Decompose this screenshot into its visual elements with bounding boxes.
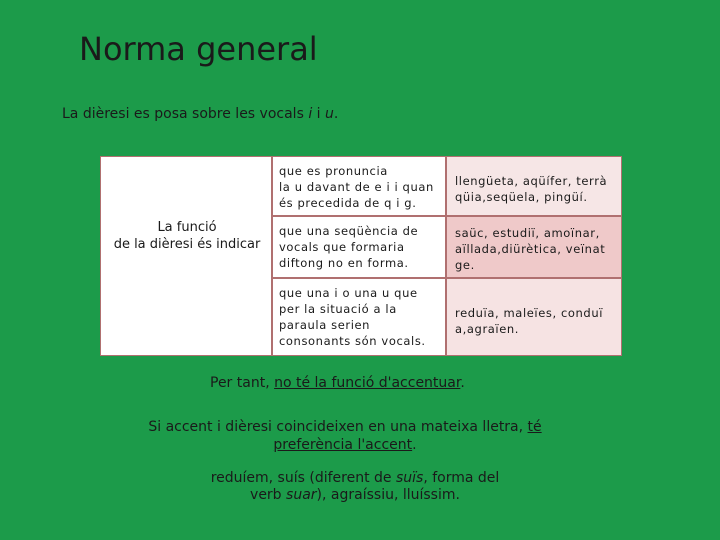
table-example-cell bbox=[446, 278, 622, 356]
example-line: qüia,seqüela, pingüí. bbox=[455, 190, 588, 204]
examples-part: reduíem, suís (diferent de bbox=[210, 470, 396, 486]
left-label-line: de la dièresi és indicar bbox=[113, 237, 261, 252]
slide-title: Norma general bbox=[79, 30, 318, 68]
example-line: saüc, estudiï, amoïnar, bbox=[455, 226, 600, 240]
examples-italic: suar bbox=[286, 487, 317, 503]
conclusion-prefix: Per tant, bbox=[210, 375, 275, 391]
accent-rule-emphasis: té preferència l'accent bbox=[273, 419, 542, 453]
table-condition-cell bbox=[272, 278, 446, 356]
accent-rule-main: Si accent i dièresi coincideixen en una mateixa lletra, bbox=[148, 419, 528, 435]
left-label-line: La funció bbox=[157, 220, 217, 235]
conclusion-emphasis: no té la funció d'accentuar bbox=[274, 375, 461, 391]
table-left-cell bbox=[100, 156, 272, 356]
table-example-cell bbox=[446, 156, 622, 216]
condition-line: diftong no en forma. bbox=[279, 256, 409, 270]
condition-line: vocals que formaria bbox=[279, 240, 405, 254]
function-table bbox=[100, 156, 622, 356]
intro-vowel-i: i bbox=[308, 106, 313, 122]
intro-text bbox=[62, 106, 338, 122]
condition-line: és precedida de q i g. bbox=[279, 196, 417, 210]
condition-line: que una seqüència de bbox=[279, 224, 419, 238]
example-line: a,agraïen. bbox=[455, 322, 520, 336]
examples-italic: suïs bbox=[395, 470, 424, 486]
table-condition-cell bbox=[272, 216, 446, 278]
accent-rule-text bbox=[130, 418, 560, 454]
table-condition-cell bbox=[272, 156, 446, 216]
condition-line: que una i o una u que bbox=[279, 286, 418, 300]
condition-text bbox=[273, 279, 445, 349]
table-example-cell bbox=[446, 216, 622, 278]
examples-part: ), agraíssiu, lluíssim. bbox=[316, 487, 460, 503]
conclusion-suffix: . bbox=[460, 375, 465, 391]
intro-vowel-u: u bbox=[325, 106, 334, 122]
example-line: ge. bbox=[455, 258, 475, 272]
examples-text bbox=[195, 470, 515, 504]
examples-part: , forma del verb bbox=[250, 470, 500, 503]
example-text bbox=[447, 217, 621, 273]
example-line: aïllada,diürètica, veïnat bbox=[455, 242, 606, 256]
intro-suffix: . bbox=[333, 106, 339, 122]
example-line: reduïa, maleïes, conduï bbox=[455, 306, 604, 320]
table-left-label bbox=[101, 219, 273, 253]
condition-line: per la situació a la bbox=[279, 302, 397, 316]
example-text bbox=[447, 279, 621, 337]
intro-middle: i bbox=[312, 106, 325, 122]
accent-rule-suffix: . bbox=[412, 437, 417, 453]
condition-line: que es pronuncia bbox=[279, 164, 388, 178]
condition-text bbox=[273, 157, 445, 211]
conclusion-text bbox=[210, 375, 465, 391]
example-line: llengüeta, aqüífer, terrà bbox=[455, 174, 608, 188]
condition-line: paraula serien bbox=[279, 318, 371, 332]
condition-line: consonants són vocals. bbox=[279, 334, 426, 348]
example-text bbox=[447, 157, 621, 205]
intro-prefix: La dièresi es posa sobre les vocals bbox=[62, 106, 309, 122]
condition-line: la u davant de e i i quan bbox=[279, 180, 434, 194]
condition-text bbox=[273, 217, 445, 271]
